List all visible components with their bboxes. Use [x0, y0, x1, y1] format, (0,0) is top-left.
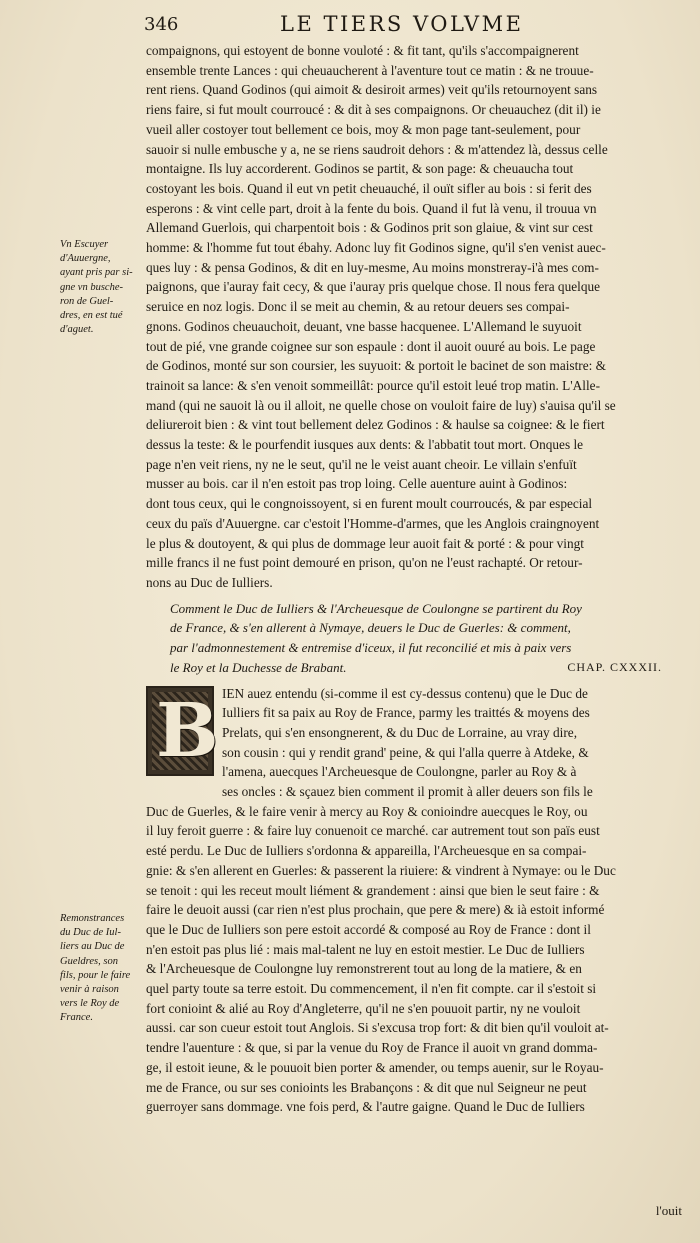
paragraph-godinos	[146, 41, 682, 593]
text-line: ensemble trente Lances : qui cheuaucherent à l'aventure tout ce matin : & ne trouue-	[146, 62, 594, 78]
text-line: guerroyer sans dommage. vne fois perd, & l'autre gaigne. Quand le Duc de Iulliers	[146, 1099, 585, 1115]
text-line: musser au bois. car il n'en estoit pas trop loing. Celle auenture auint à Godinos:	[146, 476, 568, 492]
text-line: gnons. Godinos cheuauchoit, deuant, vne basse hacquenee. L'Allemand le suyuoit	[146, 318, 582, 334]
margin-line: fils, pour le faire	[60, 969, 131, 981]
text-line: Allemand Guerlois, qui charpentoit bois : & Godinos prit son glaiue, & vint sur cest	[146, 220, 593, 236]
text-line: esperons : & vint celle part, droit à la fente du bois. Quand il fut là venu, il trouua vn	[146, 200, 597, 216]
initial-letter: B	[156, 687, 219, 774]
margin-note-escuyer	[60, 238, 142, 337]
text-line: dessus la teste: & le pourfendit iusques aux dents: & l'abbatit tout mort. Onques le	[146, 437, 584, 453]
margin-line: ayant pris par si-	[60, 267, 133, 279]
chapter-title-text: le Roy et la Duchesse de Brabant.	[170, 659, 347, 675]
text-line: deliureroit bien : & vint tout bellement delez Godinos : & haulse sa coignee: & le fiert	[146, 417, 605, 433]
paragraph-duc-de-iulliers	[146, 684, 682, 1117]
text-line: IEN auez entendu (si-comme il est cy-dessus contenu) que le Duc de	[222, 685, 588, 701]
text-line: homme: & l'homme fut tout ébahy. Adonc luy fit Godinos signe, qu'il s'en venist auec-	[146, 240, 606, 256]
chapter-title-line: Comment le Duc de Iulliers & l'Archeuesque de Coulongne se partirent du Roy	[170, 600, 582, 616]
text-line: faire le deuoit aussi (car rien n'est plus prochain, que pere & mere) & ià estoit informé	[146, 902, 605, 918]
margin-line: dres, en est tué	[60, 310, 123, 322]
margin-line: du Duc de Iul-	[60, 927, 121, 939]
chapter-title-line	[170, 658, 682, 678]
text-line: le plus & doutoyent, & qui plus de dommage leur auoit fait & porté : & pour vingt	[146, 535, 584, 551]
page-number: 346	[144, 14, 179, 35]
chapter-heading	[170, 599, 682, 678]
text-line: ceux du païs d'Auuergne. car c'estoit l'Homme-d'armes, que les Anglois craingnoyent	[146, 515, 600, 531]
margin-line: ron de Guel-	[60, 295, 114, 307]
text-line: que le Duc de Iulliers son pere estoit accordé & composé au Roy de France : dont il	[146, 921, 591, 937]
text-line: fort conioint & alié au Roy d'Angleterre, qu'il ne s'en pouuoit partir, ny ne vouloit	[146, 1000, 581, 1016]
text-line: l'amena, auecques l'Archeuesque de Coulongne, parler au Roy & à	[222, 764, 577, 780]
text-line: ques luy : & pensa Godinos, & dit en luy-mesme, Au moins monstreray-i'à mes com-	[146, 259, 599, 275]
catchword: l'ouit	[655, 1203, 682, 1218]
text-line: rent riens. Quand Godinos (qui aimoit & desiroit armes) veit qu'ils retournoyent sans	[146, 82, 598, 98]
margin-line: d'Auuergne,	[60, 253, 111, 265]
margin-line: Gueldres, son	[60, 955, 118, 967]
text-line: & l'Archeuesque de Coulongne luy remonstrerent tout au long de la matiere, & en	[146, 961, 582, 977]
text-line: Duc de Guerles, & le faire venir à mercy au Roy & conioindre auecques le Roy, ou	[146, 803, 588, 819]
text-line: ge, il estoit ieune, & le pouuoit bien porter & amender, ou temps auenir, sur le Royau-	[146, 1059, 604, 1075]
page-header	[144, 12, 684, 42]
margin-line: liers au Duc de	[60, 941, 125, 953]
text-line: montaigne. Ils luy accorderent. Godinos se partit, & son page: & cheuaucha tout	[146, 161, 574, 177]
margin-note-remonstrances	[60, 912, 142, 1026]
margin-line: vers le Roy de	[60, 998, 120, 1010]
margin-line: Remonstrances	[60, 913, 125, 924]
decorated-initial	[146, 686, 219, 776]
text-line: sauoir si nulle embusche y a, ne se riens saudroit dehors : & m'attendez là, dessus celle	[146, 141, 608, 157]
text-line: costoyant les bois. Quand il eut vn petit cheuauché, il ouït sifler au bois : si ferit des	[146, 180, 592, 196]
text-line: nons au Duc de Iulliers.	[146, 574, 273, 590]
margin-line: Vn Escuyer	[60, 239, 109, 250]
text-line: se tenoit : qui les receut moult liément & grandement : ainsi que bien le seut faire : &	[146, 882, 600, 898]
margin-line: venir à raison	[60, 984, 119, 996]
text-line: ses oncles : & sçauez bien comment il promit à aller deuers son fils le	[222, 784, 593, 800]
margin-line: d'aguet.	[60, 324, 94, 336]
text-line: me de France, ou sur ses conioints les Brabançons : & dit que nul Seigneur ne peut	[146, 1079, 587, 1095]
text-line: paignons, que i'auray fait cecy, & que i'auray pris quelque chose. Il nous fera quelque	[146, 279, 601, 295]
chapter-number: CHAP. CXXXII.	[567, 659, 662, 674]
text-line: riens faire, si fut moult courroucé : & dit à ses compaignons. Or cheuauchez (dit il) ie	[146, 102, 601, 118]
text-line: Prelats, qui s'en ensongnerent, & du Duc de Lorraine, au vray dire,	[222, 724, 578, 740]
text-line: quel party toute sa terre estoit. Du commencement, il n'en fit compte. car il s'estoit si	[146, 981, 597, 997]
running-head: LE TIERS VOLVME	[280, 12, 524, 36]
margin-line: gne vn busche-	[60, 281, 123, 293]
text-line: page n'en veit riens, ny ne le seut, qu'il ne le veist auant cheoir. Le villain s'enfuït	[146, 456, 577, 472]
text-line: trainoit sa lance: & s'en venoit sommeillât: pource qu'il estoit leué trop matin. L'Alle-	[146, 377, 600, 393]
text-line: vueil aller costoyer tout bellement ce bois, moy & mon page tant-seulement, pour	[146, 121, 581, 137]
text-line: son cousin : qui y rendit grand' peine, & qui l'alla querre à Atdeke, &	[222, 744, 589, 760]
text-line: mille francs il ne fust point demouré en prison, qu'on ne l'eust rachapté. Or retour-	[146, 555, 583, 571]
text-line: gnie: & s'en allerent en Guerles: & passerent la riuiere: & vindrent à Nymaye: ou le Duc	[146, 862, 616, 878]
main-text	[146, 41, 682, 1117]
text-line: Iulliers fit sa paix au Roy de France, parmy les traittés & moyens des	[222, 705, 590, 721]
chapter-title-line: par l'admonnestement & entremise d'iceux, il fut reconcilié et mis à paix vers	[170, 640, 572, 656]
text-line: de Godinos, monté sur son coursier, les suyuoit: & portoit le bacinet de son maistre: &	[146, 358, 606, 374]
text-line: n'en estoit pas plus lié : mais mal-talent ne luy en estoit mestier. Le Duc de Iulliers	[146, 941, 585, 957]
text-line: aussi. car son cueur estoit tout Anglois. Si s'excusa trop fort: & dit bien qu'il vouloit at-	[146, 1020, 609, 1036]
chapter-title-line: de France, & s'en allerent à Nymaye, deuers le Duc de Guerles: & comment,	[170, 620, 571, 636]
text-line: compaignons, qui estoyent de bonne vouloté : & fit tant, qu'ils s'accompaignerent	[146, 43, 579, 58]
text-line: mand (qui ne sauoit là ou il alloit, ne quelle chose on vouloit faire de luy) s'auisa qu'il se	[146, 397, 616, 413]
text-line: il luy feroit guerre : & faire luy conuenoit ce marché. car autrement tout son païs eust	[146, 823, 600, 839]
margin-line: France.	[60, 1012, 93, 1024]
text-line: dont tous ceux, qui le congnoissoyent, si en furent moult courroucés, & par especial	[146, 496, 593, 512]
text-line: seruice en noz logis. Donc il se meit au chemin, & au retour deuers ses compai-	[146, 299, 570, 315]
text-line: tendre l'auenture : & que, si par la venue du Roy de France il auoit vn grand domma-	[146, 1040, 598, 1056]
text-line: esté perdu. Le Duc de Iulliers s'ordonna & appareilla, l'Archeuesque en sa compai-	[146, 843, 587, 859]
text-line: tout de pié, vne grande coignee sur son espaule : dont il auoit ouuré au bois. Le page	[146, 338, 596, 354]
